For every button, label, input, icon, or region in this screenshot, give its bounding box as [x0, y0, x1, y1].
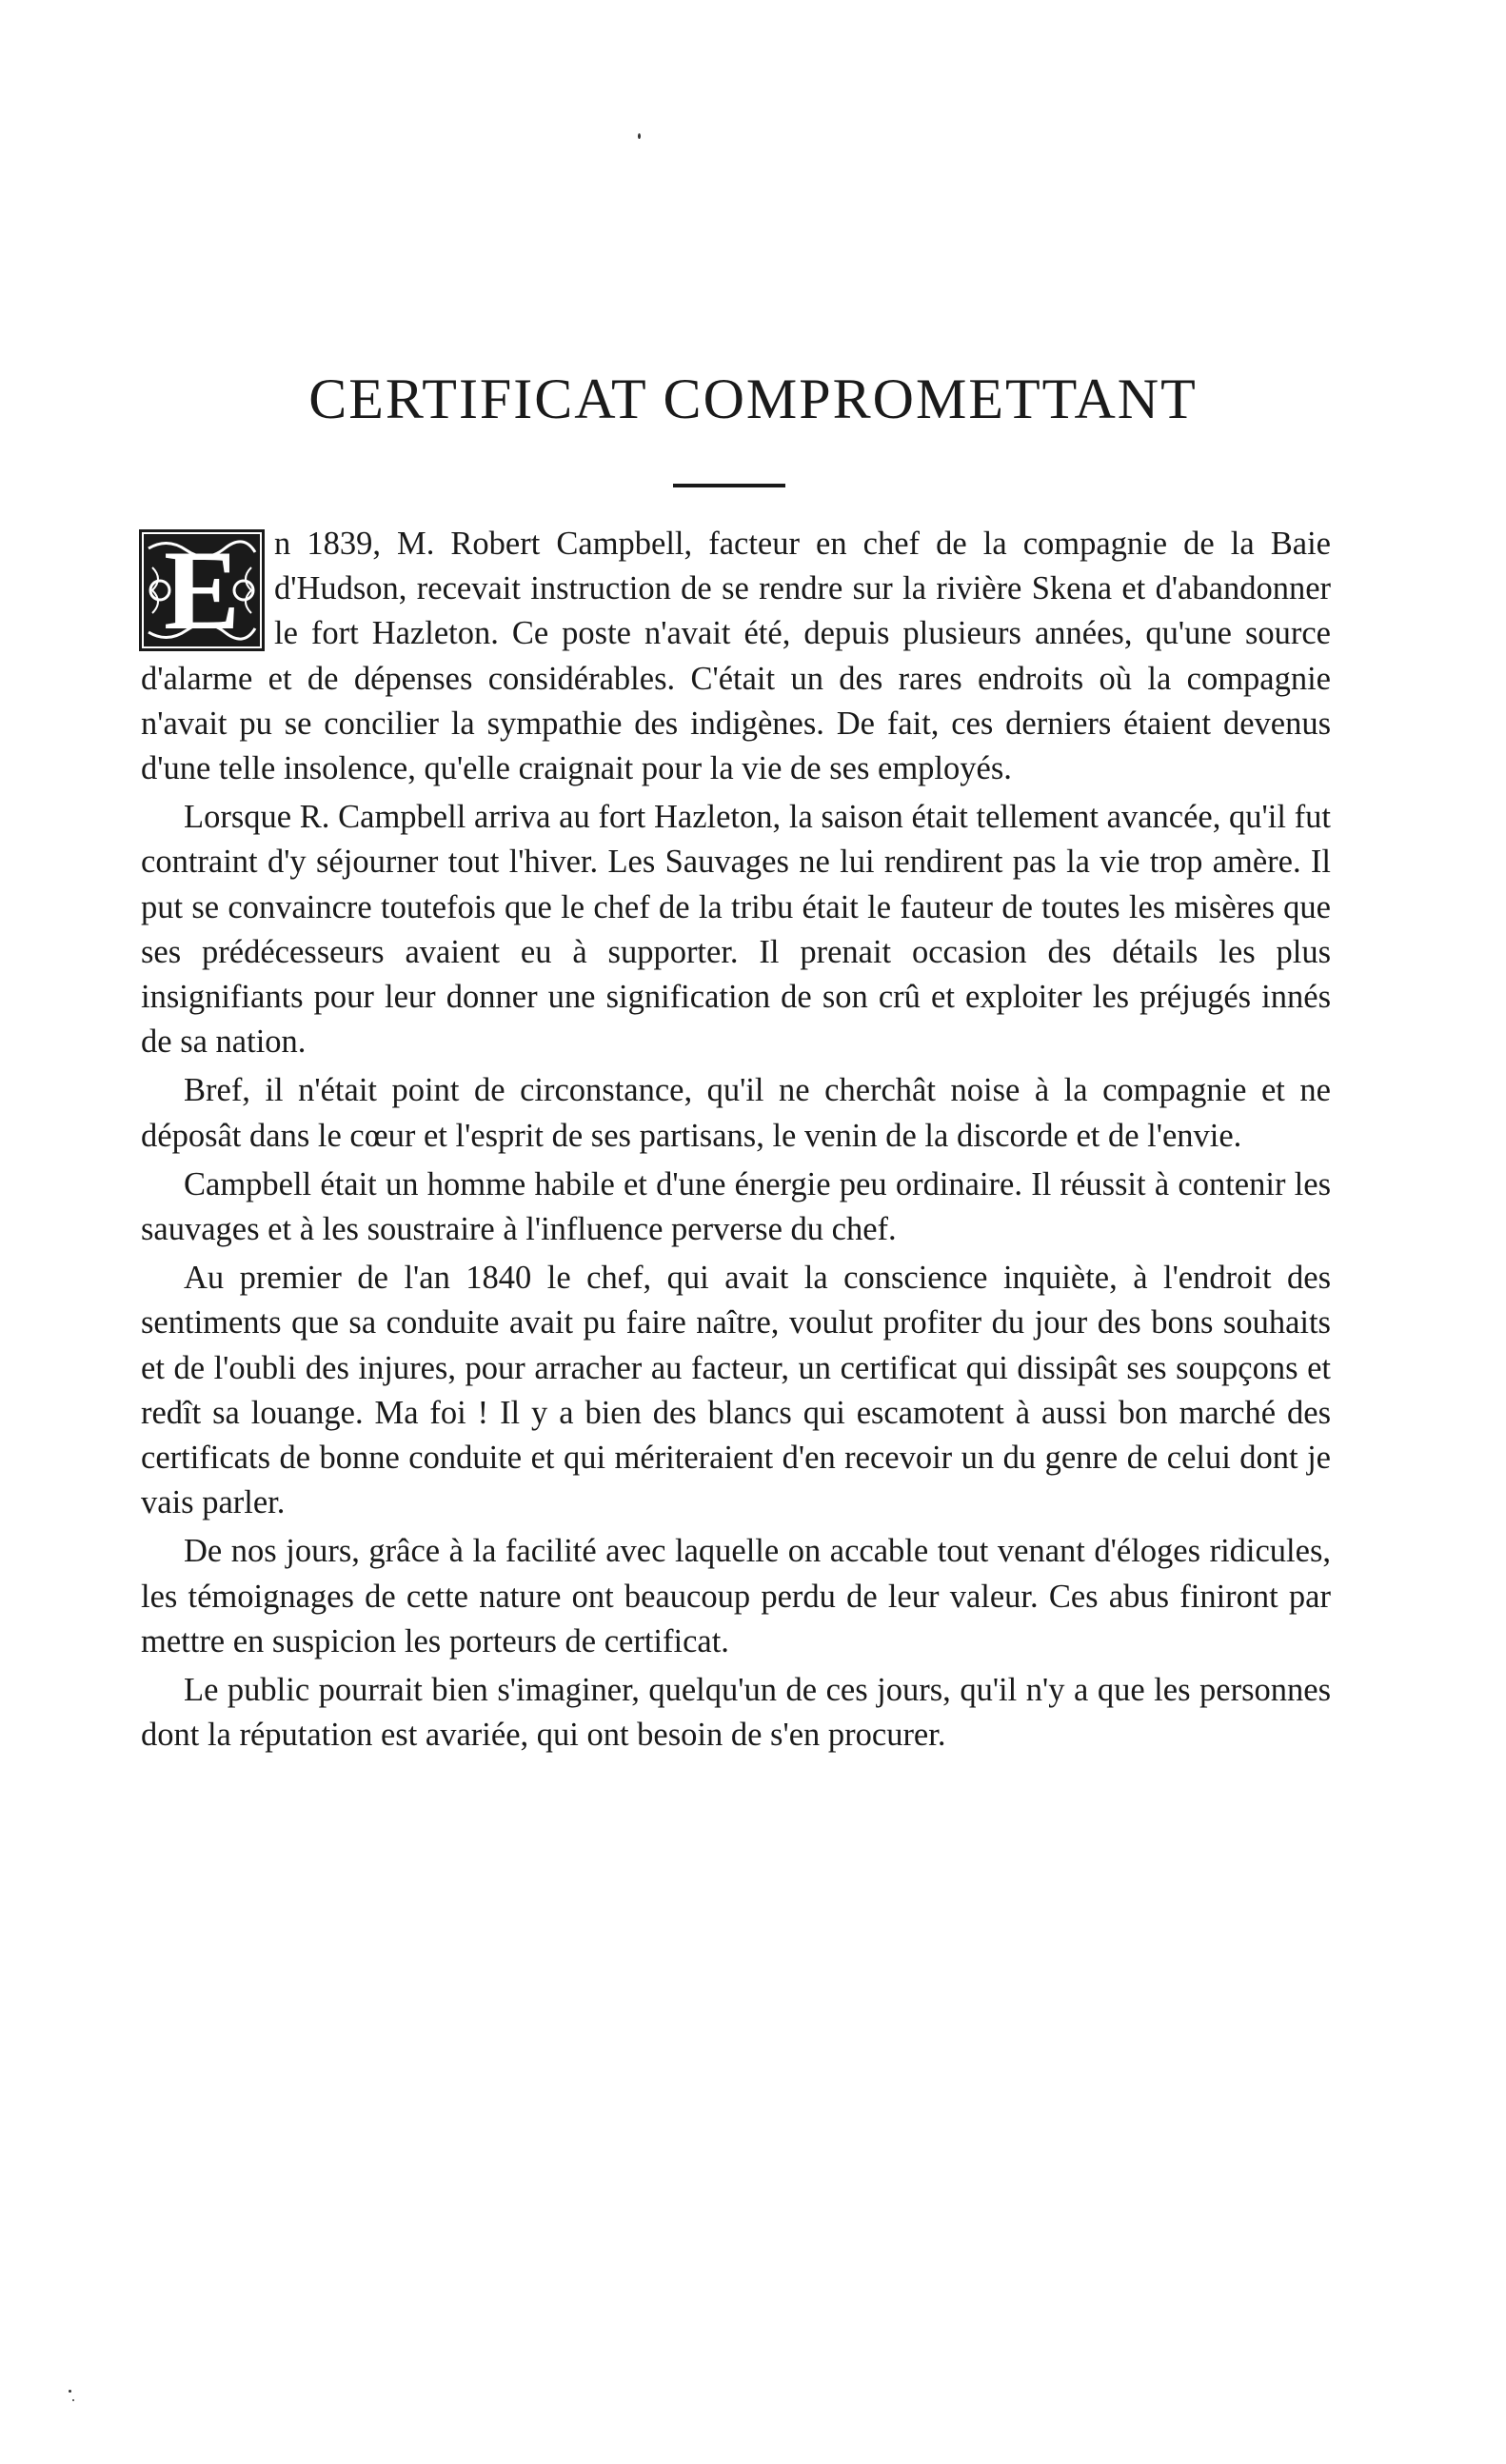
body-text — [141, 522, 1331, 1761]
page-title: CERTIFICAT COMPROMETTANT — [308, 368, 1198, 430]
paragraph-3: Bref, il n'était point de circonstance, qu'il ne cherchât noise à la compagnie et ne déposât dans le cœur et l'esprit de ses partisans, le venin de la discorde et de l'envie. — [141, 1072, 1331, 1154]
paragraph-6: De nos jours, grâce à la facilité avec laquelle on accable tout venant d'éloges ridicules, les témoignages de cette nature ont beaucoup perdu de leur valeur. Ces abus finiront par mettre en suspicion les porteurs de certificat. — [141, 1533, 1331, 1659]
paragraph-4: Campbell était un homme habile et d'une énergie peu ordinaire. Il réussit à contenir les sauvages et à les soustraire à l'influence perverse du chef. — [141, 1165, 1331, 1248]
ornamental-drop-cap — [139, 529, 265, 651]
drop-cap-letter: E — [163, 527, 241, 653]
paragraph-7: Le public pourrait bien s'imaginer, quelqu'un de ces jours, qu'il n'y a que les personnes dont la réputation est avariée, qui ont besoin de s'en procurer. — [141, 1672, 1331, 1754]
scan-speck — [69, 2390, 71, 2393]
paragraph-1-text: n 1839, M. Robert Campbell, facteur en chef de la compagnie de la Baie d'Hudson, recevait instruction de se rendre sur la rivière Skena et d'abandonner le fort Hazleton. Ce poste n'avait été, depuis plusieurs années, qu'une source d'alarme et de dépenses considérables. C'était un des rares endroits où la compagnie n'avait pu se concilier la sympathie des indigènes. De fait, ces derniers étaient devenus d'une telle insolence, qu'elle craignait pour la vie de ses employés. — [141, 526, 1331, 787]
paragraph-2: Lorsque R. Campbell arriva au fort Hazleton, la saison était tellement avancée, qu'il fut contraint d'y séjourner tout l'hiver. Les Sauvages ne lui rendirent pas la vie trop amère. Il put se convaincre toutefois que le chef de la tribu était le fauteur de toutes les misères que ses prédécesseurs avaient eu à supporter. Il prenait occasion des détails les plus insignifiants pour leur donner une signification de son crû et exploiter les préjugés innés de sa nation. — [141, 799, 1331, 1061]
scan-speck — [638, 133, 641, 139]
title-rule — [673, 484, 785, 487]
paragraph-1 — [141, 522, 1331, 791]
scan-speck — [72, 2399, 74, 2401]
paragraph-5: Au premier de l'an 1840 le chef, qui avait la conscience inquiète, à l'endroit des sentiments que sa conduite avait pu faire naître, voulut profiter du jour des bons souhaits et de l'oubli des injures, pour arracher au facteur, un certificat qui dissipât ses soupçons et redît sa louange. Ma foi ! Il y a bien des blancs qui escamotent à aussi bon marché des certificats de bonne conduite et qui mériteraient d'en recevoir un du genre de celui dont je vais parler. — [141, 1260, 1331, 1521]
